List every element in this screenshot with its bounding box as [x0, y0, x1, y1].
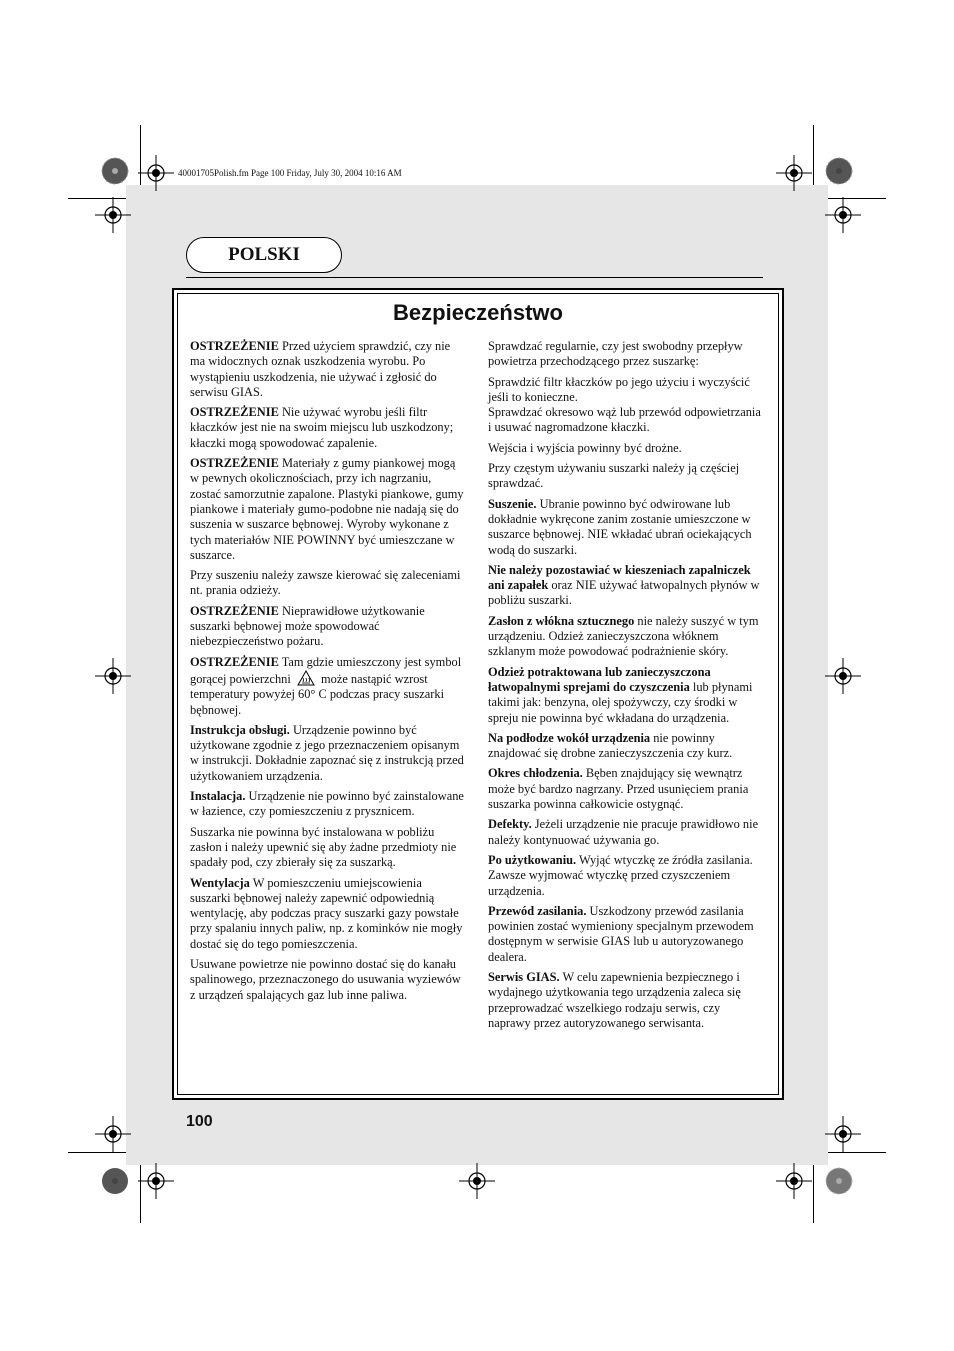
color-wheel-icon [101, 1167, 129, 1195]
registration-mark-icon [459, 1163, 495, 1199]
paragraph: Przy suszeniu należy zawsze kierować się zaleceniami nt. prania odzieży. [190, 568, 461, 598]
paragraph: Suszenie. Ubranie powinno być odwirowane lub dokładnie wykręcone zanim zostanie umieszczone w suszarce bębnowej. NIE wkładać ubrań ociekających wodą do suszarki. [488, 496, 752, 557]
paragraph: Na podłodze wokół urządzenia nie powinny znajdować się drobne zanieczyszczenia czy kurz. [488, 730, 733, 761]
hot-surface-warning-icon [297, 670, 315, 686]
paragraph: Serwis GIAS. W celu zapewnienia bezpiecznego i wydajnego użytkowania tego urządzenia zaleca się przeprowadzać wszelkiego rodzaju serwis, czy naprawy przez autoryzowanego serwisanta. [488, 969, 741, 1030]
crop-mark [828, 1152, 886, 1153]
paragraph: Wejścia i wyjścia powinny być drożne. [488, 440, 682, 455]
paragraph: Wentylacja W pomieszczeniu umiejscowienia suszarki bębnowej należy zapewnić odpowiednią wentylację, aby podczas pracy suszarki gazy powstałe przy spalaniu innych paliw, np. z kominków nie mogły dostać się do tego pomieszczenia. [190, 875, 463, 951]
paragraph: Przy częstym używaniu suszarki należy ją częściej sprawdzać. [488, 461, 740, 491]
registration-mark-icon [776, 1163, 812, 1199]
language-tab: POLSKI [186, 237, 342, 273]
color-wheel-icon [101, 157, 129, 185]
color-wheel-icon [825, 1167, 853, 1195]
registration-mark-icon [95, 658, 131, 694]
paragraph: Odzież potraktowana lub zanieczyszczona łatwopalnymi sprejami do czyszczenia lub płynami takimi jak: benzyna, olej spożywczy, czy środki w spreju nie powinna być wkładana do urządzenia. [488, 664, 753, 725]
registration-mark-icon [95, 197, 131, 233]
paragraph: Usuwane powietrze nie powinno dostać się do kanału spalinowego, przeznaczonego do usuwania wyziewów z urządzeń spalających gaz lub inne paliwa. [190, 956, 461, 1002]
paragraph: Defekty. Jeżeli urządzenie nie pracuje prawidłowo nie należy kontynuować używania go. [488, 817, 759, 847]
right-column [488, 339, 763, 1036]
paragraph: OSTRZEŻENIE Tam gdzie umieszczony jest symbol gorącej powierzchni może nastąpić wzrost temperatury powyżej 60° C podczas pracy suszarki bębnowej. [190, 654, 462, 717]
paragraph: Instrukcja obsługi. Urządzenie powinno być użytkowane zgodnie z jego przeznaczeniem opisanym w instrukcji. Dokładnie zapoznać się z instrukcją przed użytkowaniem urządzenia. [190, 722, 464, 783]
paragraph: OSTRZEŻENIE Materiały z gumy piankowej mogą w pewnych okolicznościach, przy ich nagrzaniu, zostać samorzutnie zapalone. Plastyki piankowe, gumy piankowe i materiały gumo-podobne nie nadają się do suszenia w suszarce bębnowej. Wyroby wykonane z tych materiałów NIE POWINNY być umieszczane w suszarce. [190, 456, 464, 562]
registration-mark-icon [825, 197, 861, 233]
page-title: Bezpieczeństwo [393, 300, 563, 325]
paragraph: OSTRZEŻENIE Nieprawidłowe użytkowanie suszarki bębnowej może spowodować niebezpieczeństwo pożaru. [190, 603, 425, 649]
crop-mark [813, 1165, 814, 1223]
header-rule [186, 277, 763, 278]
paragraph: Zasłon z włókna sztucznego nie należy suszyć w tym urządzeniu. Odzież zanieczyszczona włóknem szklanym może powodować podrażnienie skóry. [488, 613, 759, 659]
crop-mark [68, 1152, 126, 1153]
paragraph: Przewód zasilania. Uszkodzony przewód zasilania powinien zostać wymieniony specjalnym przewodem dostępnym w serwisie GIAS lub u autoryzowanego dealera. [488, 903, 754, 964]
registration-mark-icon [95, 1116, 131, 1152]
crop-mark [813, 125, 814, 185]
print-header: 40001705Polish.fm Page 100 Friday, July 30, 2004 10:16 AM [178, 168, 402, 178]
paragraph: Instalacja. Urządzenie nie powinno być zainstalowane w łazience, czy pomieszczeniu z prysznicem. [190, 789, 464, 819]
registration-mark-icon [776, 155, 812, 191]
registration-mark-icon [138, 1163, 174, 1199]
registration-mark-icon [825, 658, 861, 694]
paragraph: Po użytkowaniu. Wyjąć wtyczkę ze źródła zasilania. Zawsze wyjmować wtyczkę przed czyszczeniem urządzenia. [488, 852, 753, 898]
paragraph: Nie należy pozostawiać w kieszeniach zapalniczek ani zapałek oraz NIE używać łatwopalnych płynów w pobliżu suszarki. [488, 562, 760, 608]
paragraph: OSTRZEŻENIE Nie używać wyrobu jeśli filtr kłaczków jest nie na swoim miejscu lub uszkodzony; kłaczki mogą spowodować zapalenie. [190, 405, 454, 450]
registration-mark-icon [138, 155, 174, 191]
page-number: 100 [186, 1113, 213, 1130]
registration-mark-icon [825, 1116, 861, 1152]
paragraph: Sprawdzać regularnie, czy jest swobodny przepływ powietrza przechodzącego przez suszarkę: [488, 339, 743, 369]
paragraph: Suszarka nie powinna być instalowana w pobliżu zasłon i należy upewnić się aby żadne przedmioty nie spadały pod, czy zbierały się za suszarką. [190, 824, 457, 870]
paragraph: OSTRZEŻENIE Przed użyciem sprawdzić, czy nie ma widocznych oznak uszkodzenia wyrobu. Po wystąpieniu uszkodzenia, nie używać i zgłosić do serwisu GIAS. [190, 339, 451, 399]
left-column [190, 339, 465, 1008]
paragraph: Sprawdzić filtr kłaczków po jego użyciu i wyczyścić jeśli to konieczne. Sprawdzać okresowo wąż lub przewód odpowietrzania i usuwać nagromadzone kłaczki. [488, 374, 761, 435]
color-wheel-icon [825, 157, 853, 185]
paragraph: Okres chłodzenia. Bęben znajdujący się wewnątrz może być bardzo nagrzany. Przed usunięciem prania suszarka powinna całkowicie ostygnąć. [488, 766, 749, 812]
